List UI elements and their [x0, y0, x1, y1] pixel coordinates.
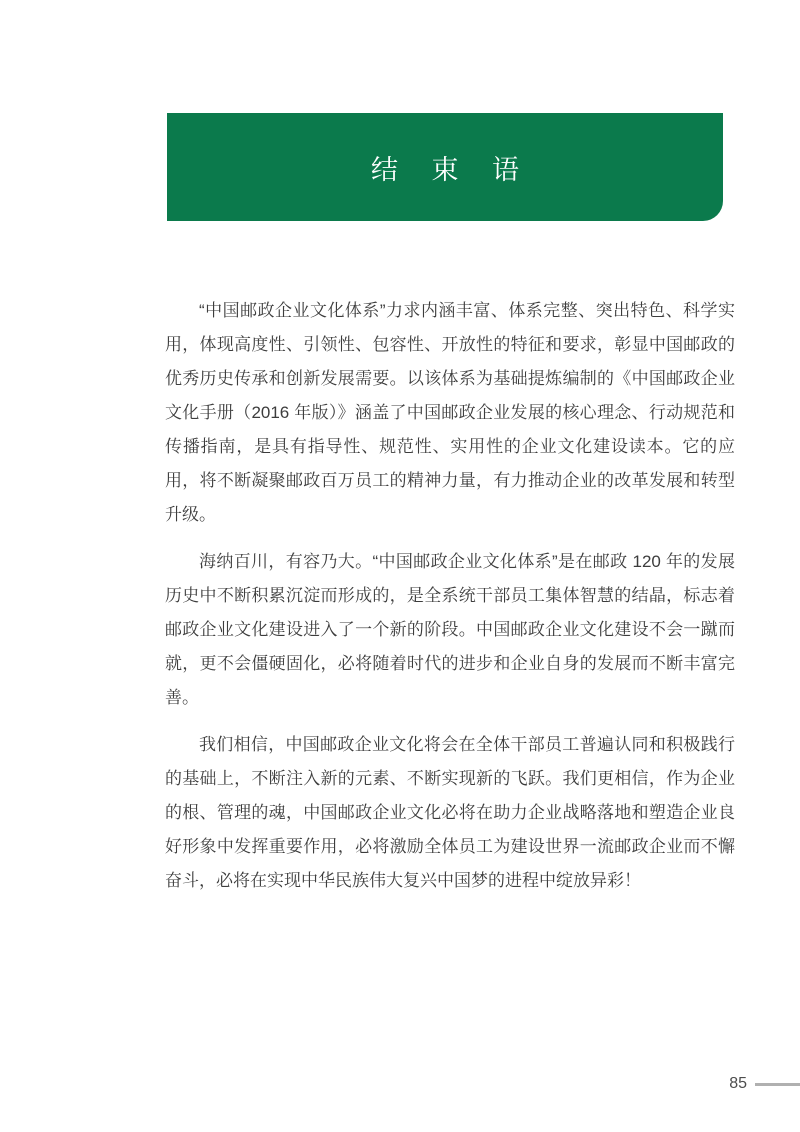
- paragraph-1: “中国邮政企业文化体系”力求内涵丰富、体系完整、突出特色、科学实用，体现高度性、引领性、包容性、开放性的特征和要求，彰显中国邮政的优秀历史传承和创新发展需要。以该体系为基础提炼编制的《中国邮政企业文化手册（2016 年版）》涵盖了中国邮政企业发展的核心理念、行动规范和传播指南，是具有指导性、规范性、实用性的企业文化建设读本。它的应用，将不断凝聚邮政百万员工的精神力量，有力推动企业的改革发展和转型升级。: [165, 301, 735, 524]
- page-footer: [0, 1072, 800, 1096]
- body-text: [165, 294, 735, 911]
- paragraph-2: 海纳百川，有容乃大。“中国邮政企业文化体系”是在邮政 120 年的发展历史中不断积累沉淀而形成的，是全系统干部员工集体智慧的结晶，标志着邮政企业文化建设进入了一个新的阶段。中国邮政企业文化建设不会一蹴而就，更不会僵硬固化，必将随着时代的进步和企业自身的发展而不断丰富完善。: [165, 552, 735, 707]
- chapter-banner: [167, 113, 723, 221]
- chapter-title: 结 束 语: [370, 154, 532, 185]
- paragraph-3: 我们相信，中国邮政企业文化将会在全体干部员工普遍认同和积极践行的基础上，不断注入新的元素、不断实现新的飞跃。我们更相信，作为企业的根、管理的魂，中国邮政企业文化必将在助力企业战略落地和塑造企业良好形象中发挥重要作用，必将激励全体员工为建设世界一流邮政企业而不懈奋斗，必将在实现中华民族伟大复兴中国梦的进程中绽放异彩！: [165, 735, 735, 890]
- page-number: 85: [729, 1075, 747, 1092]
- footer-rule: [755, 1083, 800, 1086]
